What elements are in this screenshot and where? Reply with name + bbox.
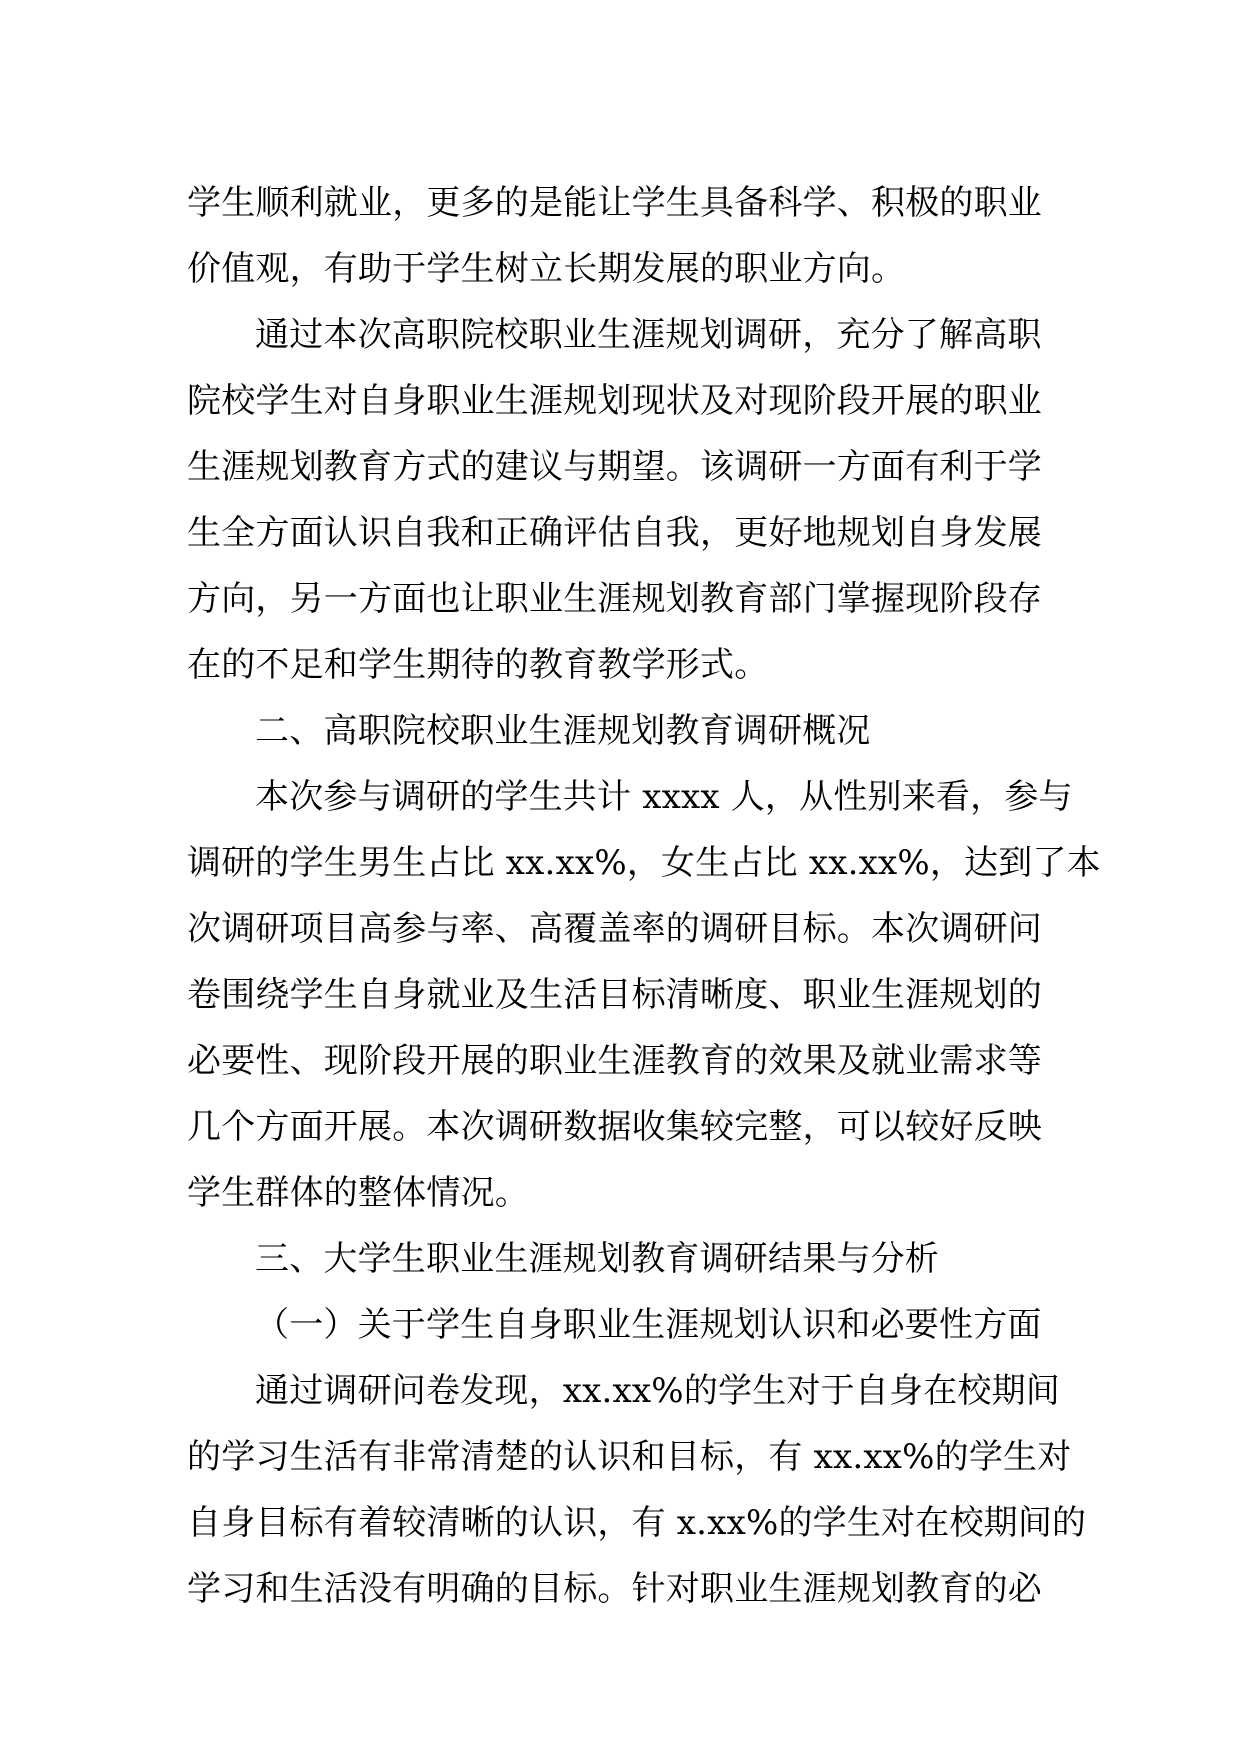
text-line: 学生顺利就业，更多的是能让学生具备科学、积极的职业 bbox=[187, 183, 1042, 223]
text-line: 在的不足和学生期待的教育教学形式。 bbox=[187, 645, 769, 685]
section-heading-3: 三、大学生职业生涯规划教育调研结果与分析 bbox=[255, 1239, 939, 1279]
text-line: 调研的学生男生占比 xx.xx%，女生占比 xx.xx%，达到了本 bbox=[187, 843, 1101, 883]
text-line: 学习和生活没有明确的目标。针对职业生涯规划教育的必 bbox=[187, 1569, 1042, 1609]
text-line: 生涯规划教育方式的建议与期望。该调研一方面有利于学 bbox=[187, 447, 1042, 487]
text-line: 价值观，有助于学生树立长期发展的职业方向。 bbox=[187, 249, 906, 289]
text-line: 方向，另一方面也让职业生涯规划教育部门掌握现阶段存 bbox=[187, 579, 1042, 619]
text-line: 自身目标有着较清晰的认识，有 x.xx%的学生对在校期间的 bbox=[187, 1503, 1087, 1543]
section-heading-2: 二、高职院校职业生涯规划教育调研概况 bbox=[255, 711, 871, 751]
paragraph-start-line: 通过调研问卷发现，xx.xx%的学生对于自身在校期间 bbox=[255, 1371, 1061, 1411]
subsection-heading-1: （一）关于学生自身职业生涯规划认识和必要性方面 bbox=[255, 1305, 1042, 1345]
text-line: 几个方面开展。本次调研数据收集较完整，可以较好反映 bbox=[187, 1107, 1042, 1147]
document-body bbox=[187, 170, 1101, 1622]
text-line: 学生群体的整体情况。 bbox=[187, 1173, 529, 1213]
paragraph-start-line: 本次参与调研的学生共计 xxxx 人，从性别来看，参与 bbox=[255, 777, 1073, 817]
text-line: 生全方面认识自我和正确评估自我，更好地规划自身发展 bbox=[187, 513, 1042, 553]
text-line: 的学习生活有非常清楚的认识和目标，有 xx.xx%的学生对 bbox=[187, 1437, 1072, 1477]
paragraph-start-line: 通过本次高职院校职业生涯规划调研，充分了解高职 bbox=[255, 315, 1042, 355]
text-line: 院校学生对自身职业生涯规划现状及对现阶段开展的职业 bbox=[187, 381, 1042, 421]
text-line: 必要性、现阶段开展的职业生涯教育的效果及就业需求等 bbox=[187, 1041, 1042, 1081]
text-line: 卷围绕学生自身就业及生活目标清晰度、职业生涯规划的 bbox=[187, 975, 1042, 1015]
text-line: 次调研项目高参与率、高覆盖率的调研目标。本次调研问 bbox=[187, 909, 1042, 949]
